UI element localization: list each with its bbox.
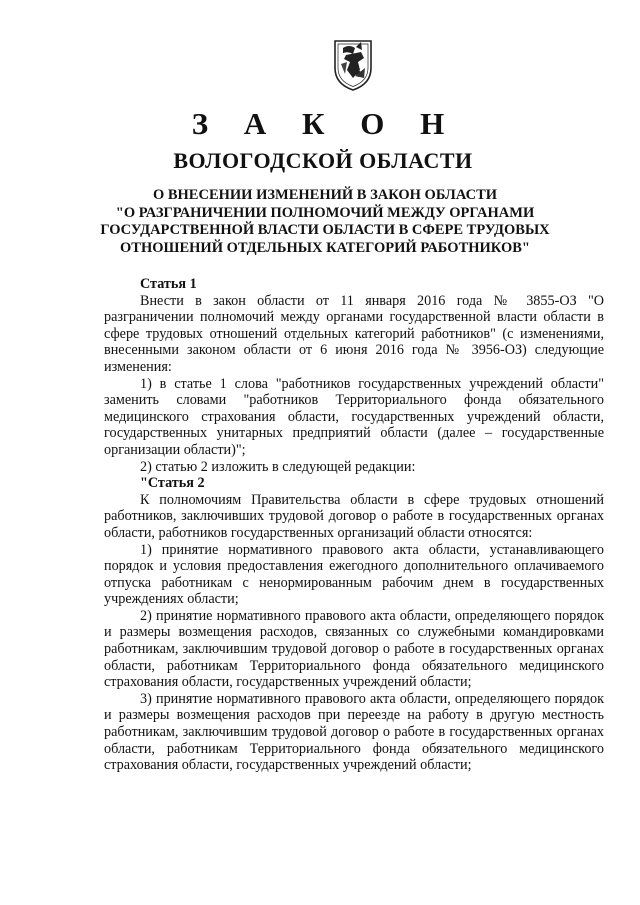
article-2-heading: "Статья 2 — [140, 475, 205, 492]
subject-line: ГОСУДАРСТВЕННОЙ ВЛАСТИ ОБЛАСТИ В СФЕРЕ ТРУДОВЫХ — [100, 222, 550, 238]
article-1-heading: Статья 1 — [140, 276, 197, 292]
article-2-intro: К полномочиям Правительства области в сфере трудовых отношений работников, заключивших трудовой договор о работе в государственных органах области, работников государственных организаций области относятся: — [104, 491, 604, 541]
document-type-title: З А К О Н — [191, 106, 459, 141]
subject-line: О ВНЕСЕНИИ ИЗМЕНЕНИЙ В ЗАКОН ОБЛАСТИ — [152, 187, 498, 203]
law-subject-title — [100, 187, 550, 257]
article-1-change-2: 2) статью 2 изложить в следующей редакции: — [140, 458, 416, 475]
vologda-coat-of-arms-icon — [331, 38, 375, 92]
subject-line: ОТНОШЕНИЙ ОТДЕЛЬНЫХ КАТЕГОРИЙ РАБОТНИКОВ" — [120, 239, 530, 256]
article-2-item-1: 1) принятие нормативного правового акта области, устанавливающего порядок и условия предоставления ежегодного дополнительного оплачиваемого отпуска работникам с ненормированным рабочим днем в государственных учреждениях области; — [104, 541, 604, 608]
subject-line: "О РАЗГРАНИЧЕНИИ ПОЛНОМОЧИЙ МЕЖДУ ОРГАНАМИ — [115, 204, 535, 221]
article-1-change-1: 1) в статье 1 слова "работников государственных учреждений области" заменить словами "работников Территориального фонда обязательного медицинского страхования области, государственных учреждений области, государственных унитарных предприятий области (далее – государственные организации области)"; — [104, 375, 604, 458]
article-1-intro: Внести в закон области от 11 января 2016 года № 3855-ОЗ "О разграничении полномочий между органами государственной власти области в сфере трудовых отношений отдельных категорий работников" (с изменениями, внесенными законом области от 6 июня 2016 года № 3956-ОЗ) следующие изменения: — [104, 292, 604, 375]
law-body — [104, 276, 604, 774]
region-title: ВОЛОГОДСКОЙ ОБЛАСТИ — [173, 148, 473, 173]
article-2-item-2: 2) принятие нормативного правового акта области, определяющего порядок и размеры возмещения расходов, связанных со служебными командировками работникам, заключившим трудовой договор о работе в государственных органах области, работникам Территориального фонда обязательного медицинского страхования области, государственных учреждений области; — [104, 607, 604, 691]
article-2-item-3: 3) принятие нормативного правового акта области, определяющего порядок и размеры возмещения расходов при переезде на работу в другую местность работникам, заключившим трудовой договор о работе в государственных органах области, работникам Территориального фонда обязательного медицинского страхования области, государственных учреждений области; — [104, 690, 604, 774]
